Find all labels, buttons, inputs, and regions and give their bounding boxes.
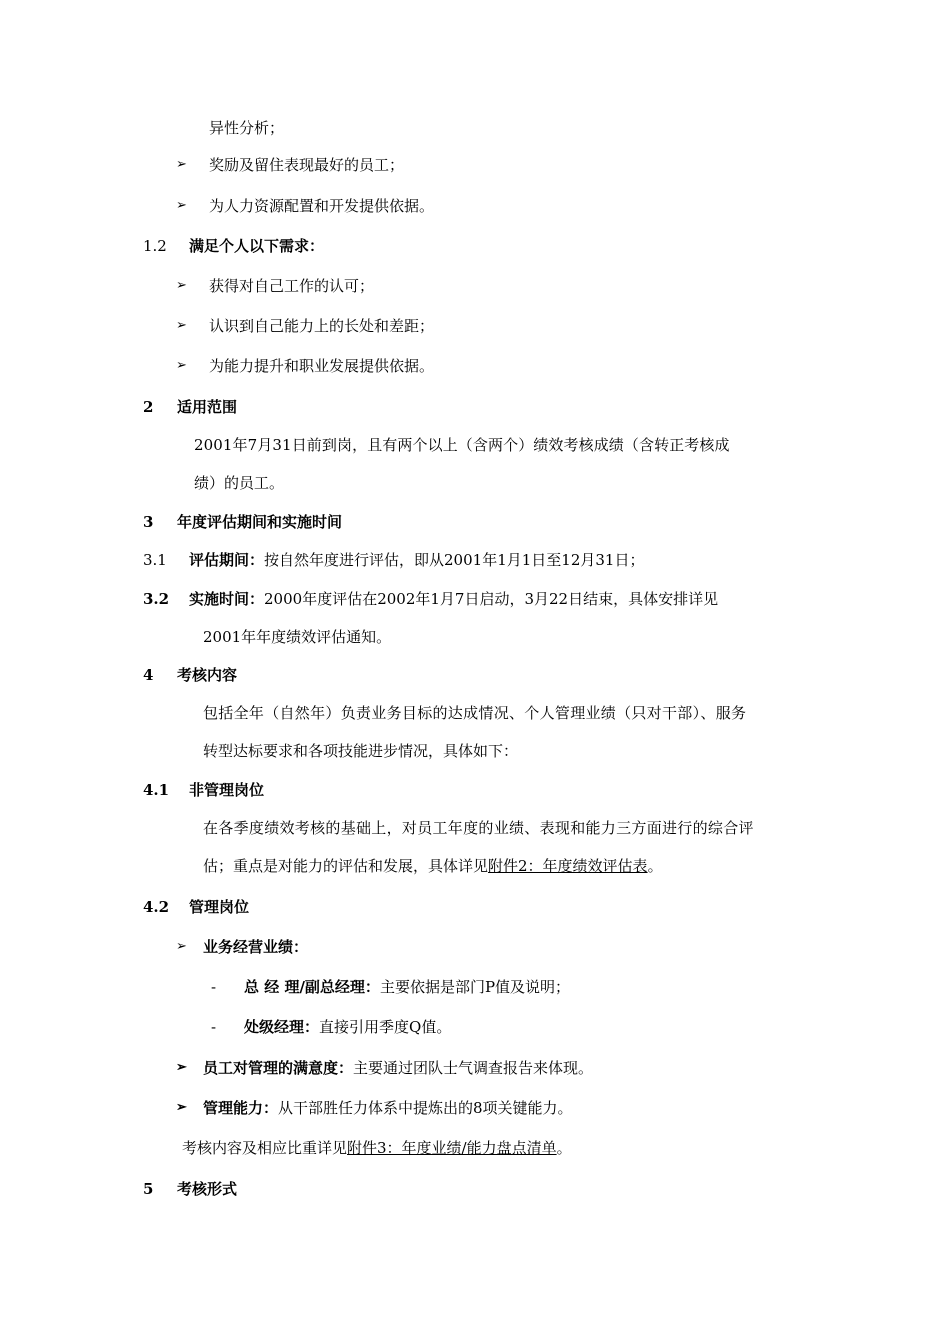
paragraph-line: 2001年年度绩效评估通知。 bbox=[203, 628, 392, 646]
section-number: 3 bbox=[143, 513, 154, 531]
arrow-bullet-icon: ➢ bbox=[176, 157, 187, 172]
paragraph-line bbox=[203, 856, 663, 876]
field-label: 总 经 理/副总经理： bbox=[244, 978, 380, 996]
field-text: 2000年度评估在2002年1月7日启动，3月22日结束，具体安排详见 bbox=[264, 590, 719, 608]
bullet-text: 认识到自己能力上的长处和差距； bbox=[209, 317, 435, 335]
section-number: 3.2 bbox=[143, 590, 170, 608]
section-number: 4 bbox=[143, 666, 154, 684]
section-title: 非管理岗位 bbox=[189, 781, 265, 799]
field-text: 直接引用季度Q值。 bbox=[319, 1018, 452, 1036]
section-title: 年度评估期间和实施时间 bbox=[177, 513, 343, 531]
section-number: 2 bbox=[143, 398, 154, 416]
section-title: 管理岗位 bbox=[189, 898, 250, 916]
field-label: 实施时间： bbox=[189, 590, 265, 608]
paragraph-line: 包括全年（自然年）负责业务目标的达成情况、个人管理业绩（只对干部）、服务 bbox=[203, 704, 747, 722]
bullet-text: 获得对自己工作的认可； bbox=[209, 277, 375, 295]
dash-bullet-icon: - bbox=[211, 1018, 217, 1036]
attachment-link[interactable]: 附件2：年度绩效评估表 bbox=[488, 857, 648, 875]
text-line: 异性分析； bbox=[209, 119, 285, 137]
section-number: 3.1 bbox=[143, 551, 167, 569]
bullet-text bbox=[203, 1058, 593, 1078]
section-number: 5 bbox=[143, 1180, 154, 1198]
dash-bullet-icon: - bbox=[211, 978, 217, 996]
field-text: 按自然年度进行评估，即从2001年1月1日至12月31日； bbox=[264, 551, 645, 569]
section-number: 4.2 bbox=[143, 898, 170, 916]
section-title: 适用范围 bbox=[177, 398, 238, 416]
section-number: 4.1 bbox=[143, 781, 170, 799]
arrow-bullet-icon: ➢ bbox=[176, 198, 187, 213]
bullet-text: 奖励及留住表现最好的员工； bbox=[209, 156, 405, 174]
arrow-bullet-icon: ➢ bbox=[176, 278, 187, 293]
paragraph-line: 2001年7月31日前到岗，且有两个以上（含两个）绩效考核成绩（含转正考核成 bbox=[194, 436, 730, 454]
bullet-text bbox=[203, 1098, 573, 1118]
bullet-text: 业务经营业绩： bbox=[203, 938, 309, 956]
bullet-text: 为人力资源配置和开发提供依据。 bbox=[209, 197, 435, 215]
field-label: 员工对管理的满意度： bbox=[203, 1059, 354, 1077]
paragraph-text: 。 bbox=[556, 1139, 572, 1157]
section-number: 1.2 bbox=[143, 237, 167, 255]
section-title: 考核内容 bbox=[177, 666, 238, 684]
paragraph-text: 估；重点是对能力的评估和发展，具体详见 bbox=[203, 857, 489, 875]
field-text: 从干部胜任力体系中提炼出的8项关键能力。 bbox=[278, 1099, 573, 1117]
field-text: 主要通过团队士气调查报告来体现。 bbox=[353, 1059, 594, 1077]
dash-item bbox=[244, 977, 570, 997]
arrow-bullet-icon: ➢ bbox=[176, 358, 187, 373]
field-text: 主要依据是部门P值及说明； bbox=[379, 978, 571, 996]
paragraph-text: 考核内容及相应比重详见 bbox=[182, 1139, 348, 1157]
arrow-bullet-icon: ➢ bbox=[176, 1100, 187, 1115]
arrow-bullet-icon: ➢ bbox=[176, 318, 187, 333]
section-title: 满足个人以下需求： bbox=[189, 237, 325, 255]
field-label: 处级经理： bbox=[244, 1018, 320, 1036]
section-title: 考核形式 bbox=[177, 1180, 238, 1198]
bullet-text: 为能力提升和职业发展提供依据。 bbox=[209, 357, 435, 375]
dash-item bbox=[244, 1017, 451, 1037]
paragraph-line: 转型达标要求和各项技能进步情况，具体如下： bbox=[203, 742, 519, 760]
field-label: 评估期间： bbox=[189, 551, 265, 569]
attachment-link[interactable]: 附件3：年度业绩/能力盘点清单 bbox=[347, 1139, 557, 1157]
paragraph-line: 在各季度绩效考核的基础上，对员工年度的业绩、表现和能力三方面进行的综合评 bbox=[203, 819, 754, 837]
paragraph-line bbox=[189, 589, 718, 609]
paragraph-line: 绩）的员工。 bbox=[194, 474, 285, 492]
arrow-bullet-icon: ➢ bbox=[176, 1060, 187, 1075]
arrow-bullet-icon: ➢ bbox=[176, 939, 187, 954]
field-label: 管理能力： bbox=[203, 1099, 279, 1117]
paragraph-line bbox=[189, 550, 644, 570]
paragraph-text: 。 bbox=[647, 857, 663, 875]
paragraph-line bbox=[182, 1138, 572, 1158]
